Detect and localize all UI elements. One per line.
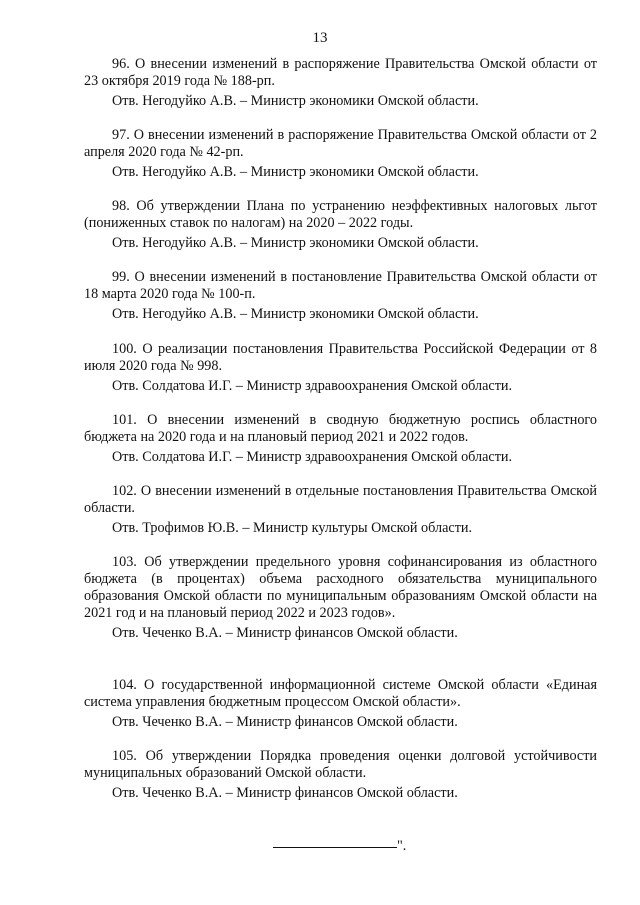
closing-quote: ". xyxy=(397,838,407,854)
agenda-item-99 xyxy=(84,269,597,323)
page-number: 13 xyxy=(312,30,328,46)
item-number: 96. xyxy=(112,56,130,72)
item-title-text: Об утверждении Порядка проведения оценки долговой устойчивости муниципальных образований Омской области. xyxy=(84,748,597,781)
item-title xyxy=(84,198,597,232)
item-responsible: Отв. Негодуйко А.В. – Министр экономики Омской области. xyxy=(112,164,479,180)
agenda-item-101 xyxy=(84,412,597,466)
item-number: 97. xyxy=(112,127,130,143)
item-title-text: О внесении изменений в сводную бюджетную роспись областного бюджета на 2020 года и на плановый период 2021 и 2022 годов. xyxy=(84,412,597,445)
item-responsible: Отв. Чеченко В.А. – Министр финансов Омской области. xyxy=(112,714,458,730)
item-title-text: О внесении изменений в распоряжение Правительства Омской области от 2 апреля 2020 года № 42-рп. xyxy=(84,127,598,160)
item-title xyxy=(84,341,597,375)
item-title-text: Об утверждении Плана по устранению неэффективных налоговых льгот (пониженных ставок по налогам) на 2020 – 2022 годы. xyxy=(84,198,598,231)
item-title-text: О внесении изменений в отдельные постановления Правительства Омской области. xyxy=(84,483,598,516)
item-responsible: Отв. Негодуйко А.В. – Министр экономики Омской области. xyxy=(112,306,479,322)
item-title xyxy=(84,483,597,517)
item-number: 104. xyxy=(112,677,137,693)
item-responsible: Отв. Чеченко В.А. – Министр финансов Омской области. xyxy=(112,785,458,801)
item-title xyxy=(84,748,597,782)
agenda-item-98 xyxy=(84,198,597,252)
item-responsible: Отв. Чеченко В.А. – Министр финансов Омской области. xyxy=(112,625,458,641)
closing-rule xyxy=(273,847,397,848)
item-title xyxy=(84,269,597,303)
item-title xyxy=(84,677,597,711)
item-title-text: О внесении изменений в постановление Правительства Омской области от 18 марта 2020 года № 100-п. xyxy=(84,269,597,302)
item-title-text: О внесении изменений в распоряжение Правительства Омской области от 23 октября 2019 года № 188-рп. xyxy=(84,56,598,89)
item-number: 103. xyxy=(112,554,137,570)
item-title-text: О реализации постановления Правительства Российской Федерации от 8 июля 2020 года № 998. xyxy=(84,341,598,374)
item-number: 101. xyxy=(112,412,137,428)
item-number: 98. xyxy=(112,198,130,214)
item-title xyxy=(84,412,597,446)
item-number: 100. xyxy=(112,341,137,357)
agenda-item-105 xyxy=(84,748,597,802)
agenda-item-100 xyxy=(84,341,597,395)
closing-line xyxy=(273,838,406,855)
agenda-item-102 xyxy=(84,483,597,537)
item-number: 105. xyxy=(112,748,137,764)
agenda-item-103 xyxy=(84,554,597,642)
item-title-text: О государственной информационной системе Омской области «Единая система управления бюджетным процессом Омской области». xyxy=(84,677,597,710)
item-title-text: Об утверждении предельного уровня софинансирования из областного бюджета (в процентах) объема расходного обязательства муниципального образования Омской области по муниципальным образованиям Омской области на 2021 год и на плановый период 2022 и 2023 годов». xyxy=(84,554,597,621)
item-responsible: Отв. Трофимов Ю.В. – Министр культуры Омской области. xyxy=(112,520,473,536)
agenda-item-104 xyxy=(84,677,597,731)
item-responsible: Отв. Негодуйко А.В. – Министр экономики Омской области. xyxy=(112,93,479,109)
item-number: 99. xyxy=(112,269,130,285)
item-title xyxy=(84,554,597,622)
agenda-item-97 xyxy=(84,127,597,181)
item-title xyxy=(84,127,597,161)
item-responsible: Отв. Негодуйко А.В. – Министр экономики Омской области. xyxy=(112,235,479,251)
agenda-item-96 xyxy=(84,56,597,110)
item-number: 102. xyxy=(112,483,137,499)
item-responsible: Отв. Солдатова И.Г. – Министр здравоохранения Омской области. xyxy=(112,449,513,465)
item-title xyxy=(84,56,597,90)
item-responsible: Отв. Солдатова И.Г. – Министр здравоохранения Омской области. xyxy=(112,378,513,394)
